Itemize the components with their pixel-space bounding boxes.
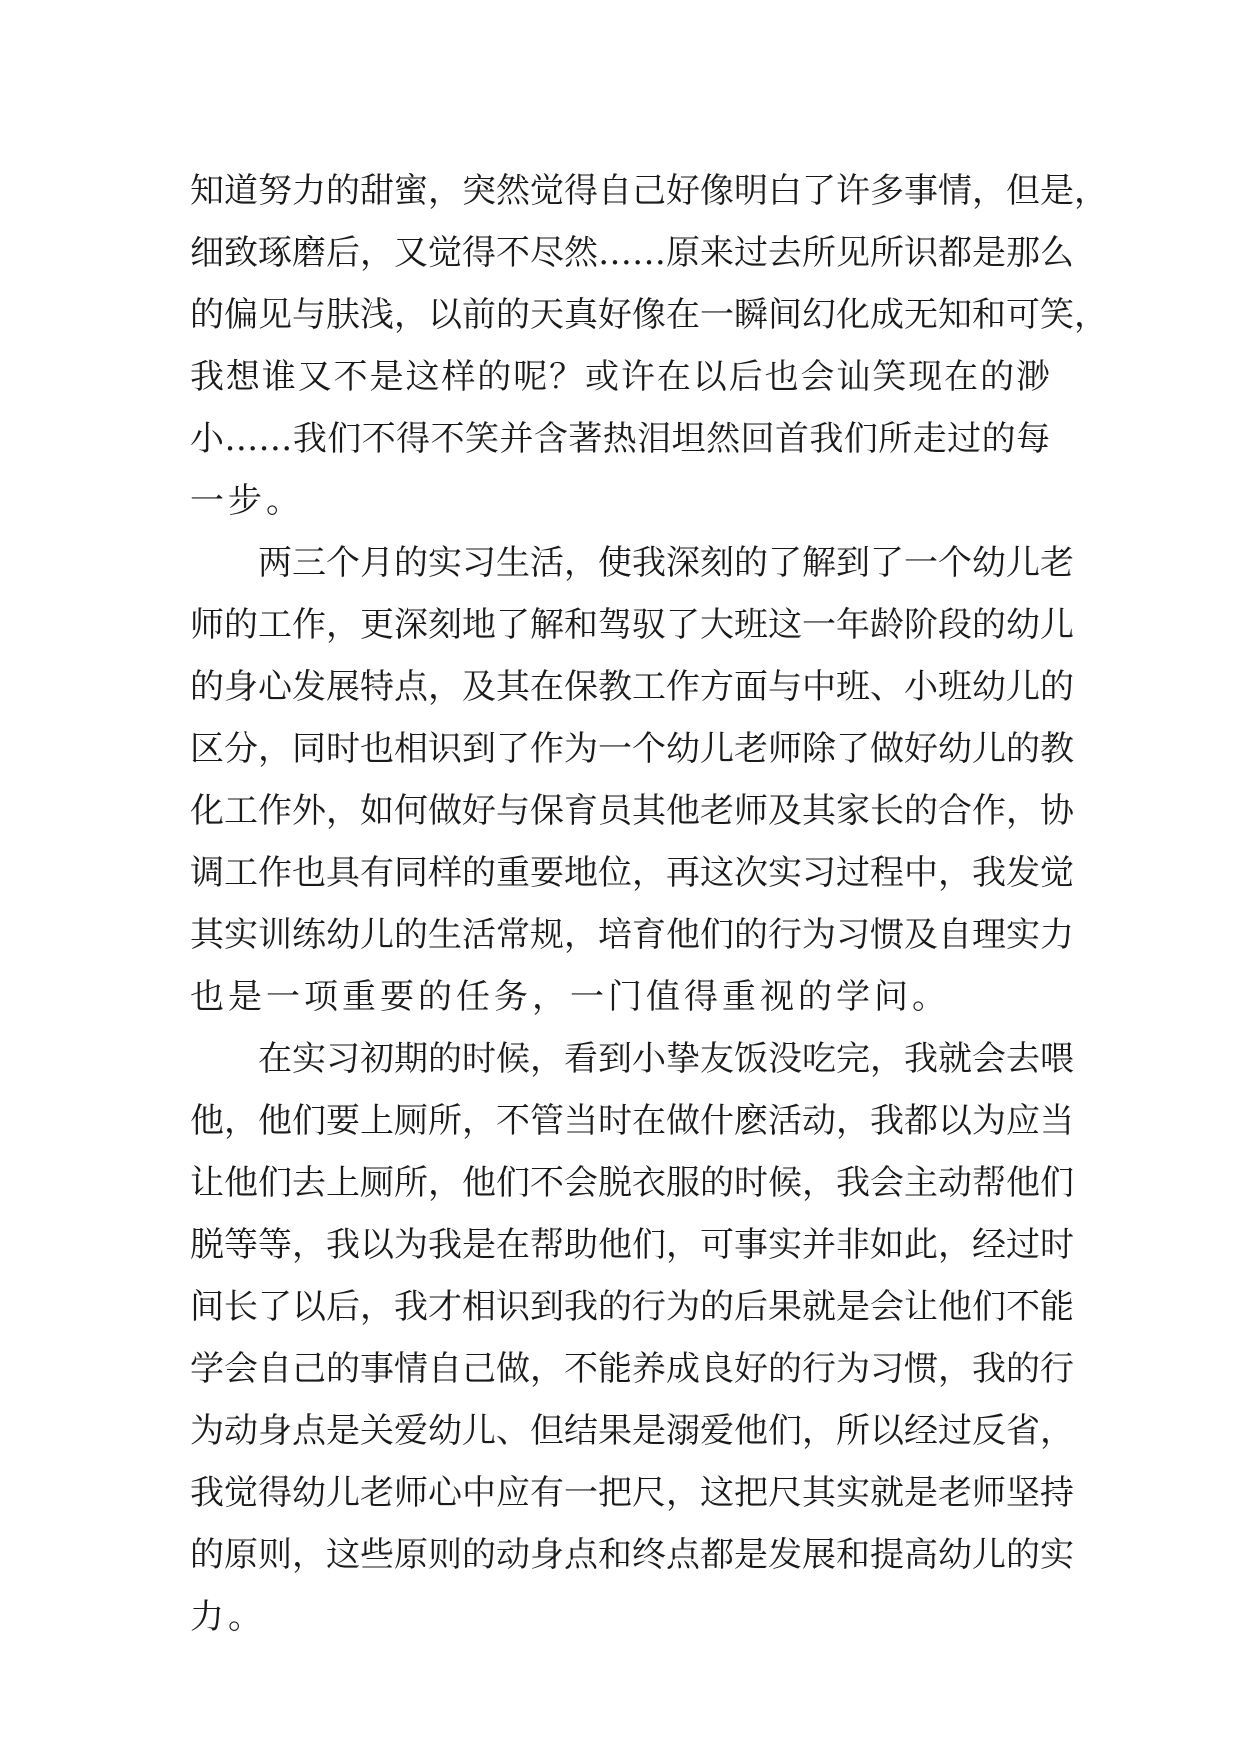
- text-line: 细致琢磨后，又觉得不尽然……原来过去所见所识都是那么: [190, 233, 1074, 273]
- text-line: 也是一项重要的任务，一门值得重视的学问。: [190, 977, 950, 1017]
- body-text: [190, 160, 1108, 1648]
- text-line: 的偏见与肤浅，以前的天真好像在一瞬间幻化成无知和可笑，: [190, 295, 1108, 335]
- text-line: 我觉得幼儿老师心中应有一把尺，这把尺其实就是老师坚持: [190, 1473, 1074, 1513]
- paragraph: [190, 160, 1108, 532]
- text-line: 一步。: [190, 481, 304, 521]
- text-line: 间长了以后，我才相识到我的行为的后果就是会让他们不能: [190, 1287, 1074, 1327]
- paragraph: [190, 1028, 1074, 1648]
- text-line: 脱等等，我以为我是在帮助他们，可事实并非如此，经过时: [190, 1225, 1074, 1265]
- text-line: 区分，同时也相识到了作为一个幼儿老师除了做好幼儿的教: [190, 729, 1074, 769]
- paragraph: [190, 532, 1074, 1028]
- text-line: 小……我们不得不笑并含著热泪坦然回首我们所走过的每: [190, 419, 1050, 459]
- text-line: 在实习初期的时候，看到小挚友饭没吃完，我就会去喂: [190, 1039, 1074, 1079]
- text-line: 的身心发展特点，及其在保教工作方面与中班、小班幼儿的: [190, 667, 1074, 707]
- text-line: 为动身点是关爱幼儿、但结果是溺爱他们，所以经过反省，: [190, 1411, 1074, 1451]
- text-line: 力。: [190, 1597, 266, 1637]
- text-line: 化工作外，如何做好与保育员其他老师及其家长的合作，协: [190, 791, 1074, 831]
- text-line: 他，他们要上厕所，不管当时在做什麽活动，我都以为应当: [190, 1101, 1074, 1141]
- text-line: 知道努力的甜蜜，突然觉得自己好像明白了许多事情，但是，: [190, 171, 1108, 211]
- text-line: 其实训练幼儿的生活常规，培育他们的行为习惯及自理实力: [190, 915, 1074, 955]
- text-line: 师的工作，更深刻地了解和驾驭了大班这一年龄阶段的幼儿: [190, 605, 1074, 645]
- text-line: 让他们去上厕所，他们不会脱衣服的时候，我会主动帮他们: [190, 1163, 1074, 1203]
- text-line: 我想谁又不是这样的呢？或许在以后也会讪笑现在的渺: [190, 357, 1050, 397]
- text-line: 的原则，这些原则的动身点和终点都是发展和提高幼儿的实: [190, 1535, 1074, 1575]
- text-line: 学会自己的事情自己做，不能养成良好的行为习惯，我的行: [190, 1349, 1074, 1389]
- text-line: 调工作也具有同样的重要地位，再这次实习过程中，我发觉: [190, 853, 1074, 893]
- text-line: 两三个月的实习生活，使我深刻的了解到了一个幼儿老: [190, 543, 1074, 583]
